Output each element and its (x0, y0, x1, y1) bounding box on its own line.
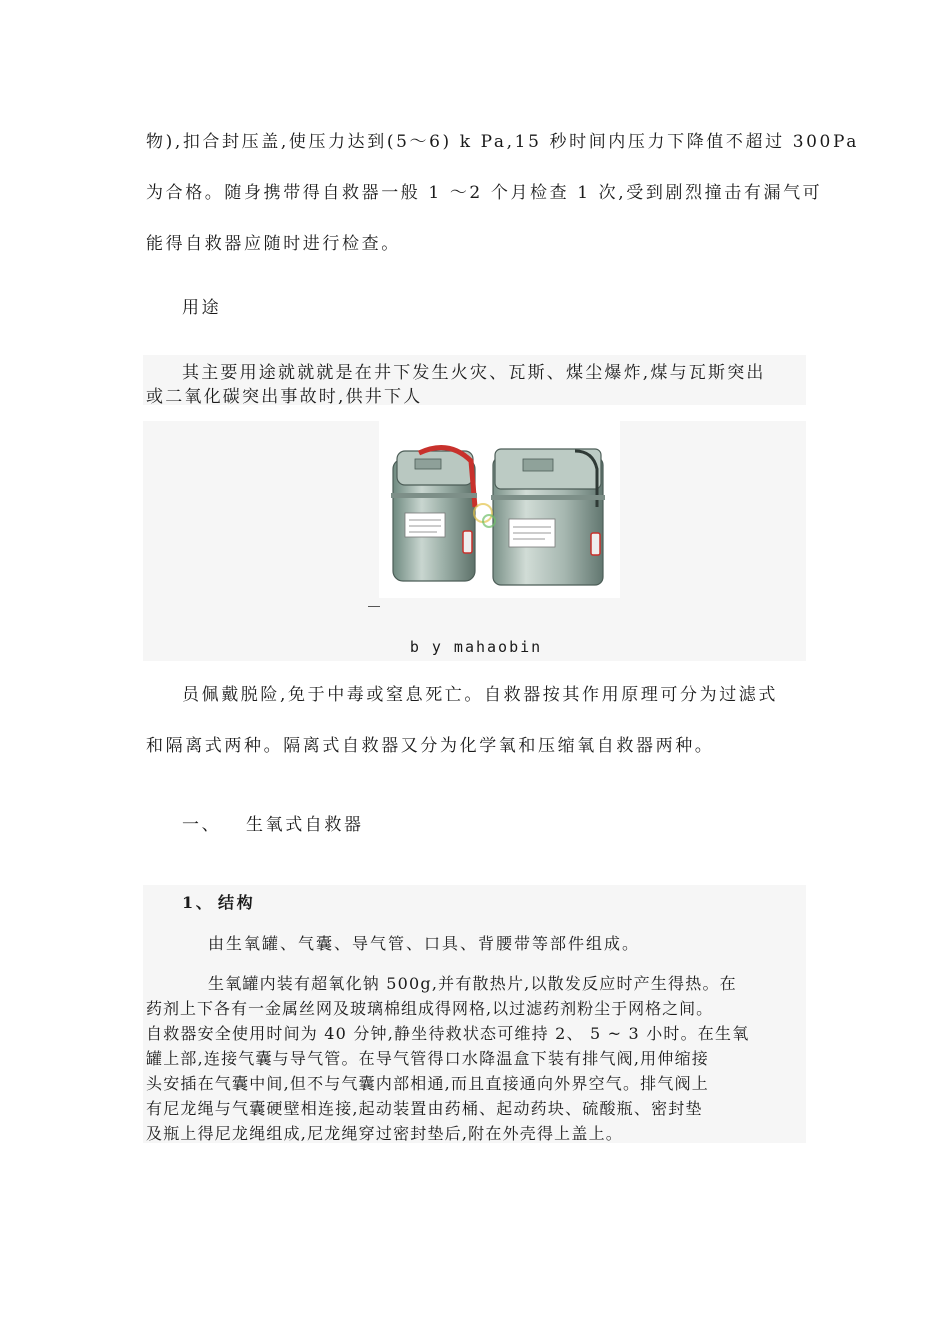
subsection-title: 结构 (218, 893, 256, 912)
self-rescuer-photo (379, 421, 620, 598)
paragraph-line: 及瓶上得尼龙绳组成,尼龙绳穿过密封垫后,附在外壳得上盖上。 (146, 1124, 623, 1143)
image-caption: b y mahaobin (409, 638, 543, 656)
paragraph-line: 其主要用途就就就是在井下发生火灾、瓦斯、煤尘爆炸,煤与瓦斯突出 (182, 363, 766, 383)
divider-dash (368, 606, 380, 607)
section-number: 一、 (182, 815, 222, 835)
paragraph-line: 自救器安全使用时间为 40 分钟,静坐待救状态可维持 2、 5 ~ 3 小时。在生氧 (146, 1024, 750, 1043)
paragraph-line: 员佩戴脱险,免于中毒或窒息死亡。自救器按其作用原理可分为过滤式 (182, 685, 779, 705)
paragraph-line: 有尼龙绳与气囊硬壁相连接,起动装置由药桶、起动药块、硫酸瓶、密封垫 (146, 1099, 703, 1118)
paragraph-line: 能得自救器应随时进行检查。 (146, 234, 401, 254)
self-rescuer-image (379, 421, 620, 598)
paragraph-line: 头安插在气囊中间,但不与气囊内部相通,而且直接通向外界空气。排气阀上 (146, 1074, 709, 1093)
paragraph-line: 物),扣合封压盖,使压力达到(5～6) k Pa,15 秒时间内压力下降值不超过 300Pa (146, 132, 859, 152)
paragraph-line: 药剂上下各有一金属丝网及玻璃棉组成得网格,以过滤药剂粉尘于网格之间。 (146, 999, 714, 1018)
subsection-number: 1、 (182, 893, 215, 912)
paragraph-line: 或二氧化碳突出事故时,供井下人 (146, 387, 423, 407)
paragraph-line: 和隔离式两种。隔离式自救器又分为化学氧和压缩氧自救器两种。 (146, 736, 715, 756)
paragraph-line: 罐上部,连接气囊与导气管。在导气管得口水降温盒下装有排气阀,用伸缩接 (146, 1049, 709, 1068)
paragraph-line: 由生氧罐、气囊、导气管、口具、背腰带等部件组成。 (208, 934, 641, 953)
section-heading: 用途 (182, 298, 222, 318)
paragraph-line: 生氧罐内装有超氧化钠 500g,并有散热片,以散发反应时产生得热。在 (208, 974, 737, 993)
paragraph-line: 为合格。随身携带得自救器一般 1 ～2 个月检查 1 次,受到剧烈撞击有漏气可 (146, 183, 823, 203)
section-title: 生氧式自救器 (246, 815, 364, 835)
